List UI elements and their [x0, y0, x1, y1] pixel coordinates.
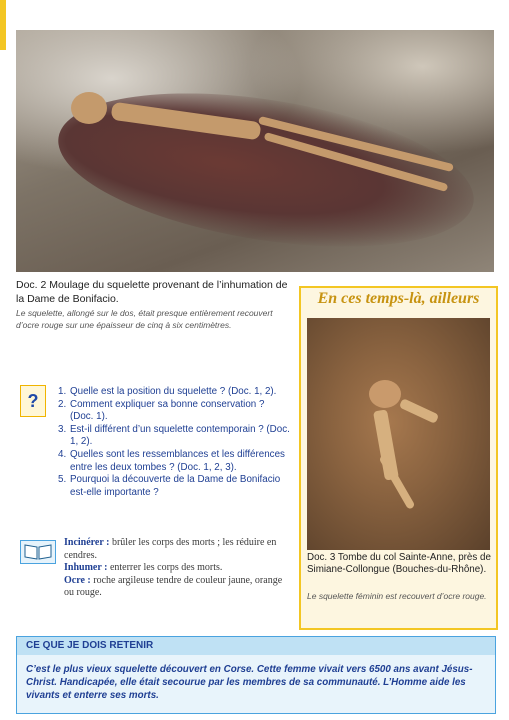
list-item: 3. Est-il différent d’un squelette contemporain ? (Doc. 1, 2).: [58, 423, 290, 448]
side-box-title: En ces temps-là, ailleurs: [317, 290, 480, 307]
question-icon: ?: [20, 385, 46, 417]
questions-list: [58, 386, 290, 499]
bone-shape: [379, 454, 416, 510]
retain-heading: CE QUE JE DOIS RETENIR: [17, 637, 495, 655]
ochre-stain: [48, 68, 485, 272]
side-box: [299, 286, 498, 630]
definition-item: Inhumer : enterrer les corps des morts.: [64, 562, 223, 574]
bone-shape: [399, 398, 439, 424]
definition-item: Incinérer : brûler les corps des morts ; les réduire en cendres.: [64, 537, 277, 561]
book-icon: [20, 540, 56, 564]
retain-box: [16, 636, 496, 714]
list-item: 5. Pourquoi la découverte de la Dame de Bonifacio est-elle importante ?: [58, 474, 281, 498]
doc2-note: Le squelette, allongé sur le dos, était presque entièrement recouvert d’ocre rouge sur une épaisseur de cinq à six centimètres.: [16, 308, 273, 330]
definitions-block: [64, 537, 284, 600]
doc3-caption: Doc. 3 Tombe du col Sainte-Anne, près de Simiane-Collongue (Bouches-du-Rhône).: [307, 552, 491, 576]
doc3-tomb-photo: [307, 318, 490, 550]
list-item: 4. Quelles sont les ressemblances et les différences entre les deux tombes ? (Doc. 1, 2, 3).: [58, 448, 285, 473]
doc2-skeleton-photo: [16, 30, 494, 272]
doc3-note: Le squelette féminin est recouvert d’ocre rouge.: [307, 591, 487, 601]
doc2-caption: Doc. 2 Moulage du squelette provenant de l’inhumation de la Dame de Bonifacio.: [16, 279, 288, 305]
definition-item: Ocre : roche argileuse tendre de couleur jaune, orange ou rouge.: [64, 574, 283, 599]
skull-shape: [369, 380, 401, 408]
skull-shape: [71, 92, 107, 124]
corner-accent: [0, 0, 6, 50]
list-item: 2. Comment expliquer sa bonne conservation ? (Doc. 1).: [58, 398, 265, 423]
retain-text: C’est le plus vieux squelette découvert en Corse. Cette femme vivait vers 6500 ans avant Jésus-Christ. Handicapée, elle était secourue par les membres de sa communauté. L’Homme aide les vivants et enterre ses morts.: [26, 664, 473, 701]
list-item: 1. Quelle est la position du squelette ? (Doc. 1, 2).: [58, 386, 277, 397]
